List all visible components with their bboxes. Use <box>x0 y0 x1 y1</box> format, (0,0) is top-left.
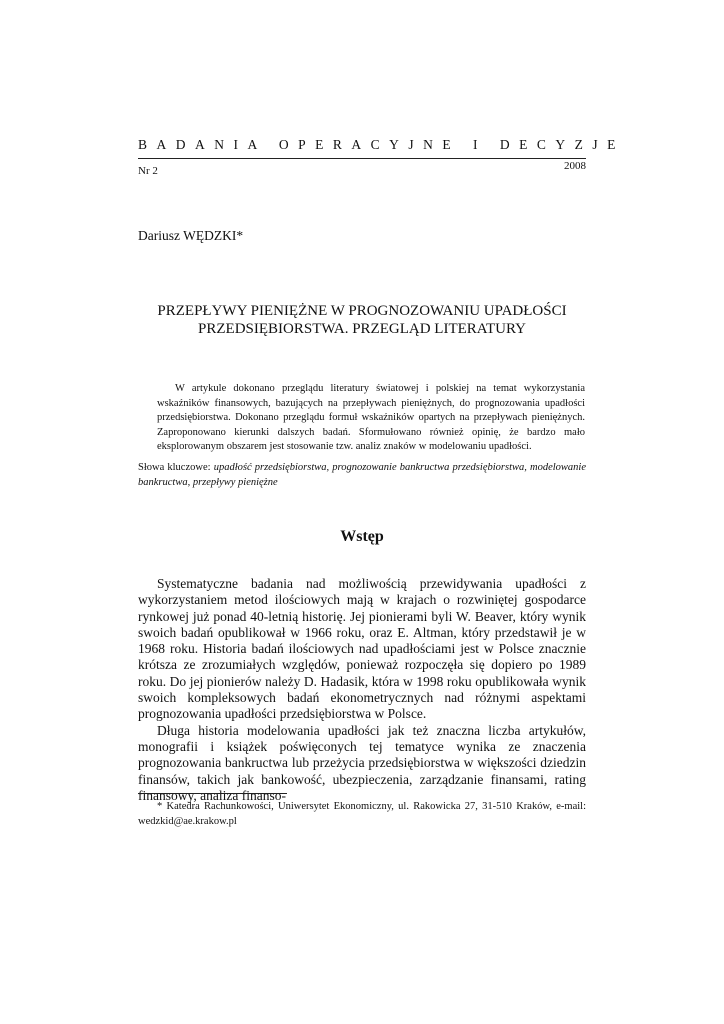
journal-title: BADANIA OPERACYJNE I DECYZJE <box>138 137 625 152</box>
article-title-line-1: PRZEPŁYWY PIENIĘŻNE W PROGNOZOWANIU UPADŁOŚCI <box>157 303 567 319</box>
abstract: W artykule dokonano przeglądu literatury światowej i polskiej na temat wykorzystania wskaźników finansowych, bazujących na przepływach pieniężnych, do prognozowania upadłości przedsiębiorstwa. Dokonano przeglądu formuł wskaźników opartych na przepływach pieniężnych. Zaproponowano kierunki dalszych badań. Sformułowano również opinię, że bardzo mało eksplorowanym obszarem jest stosowanie tzw. analiz znaków w modelowaniu upadłości. <box>157 383 585 452</box>
footnote-rule <box>138 793 287 794</box>
body-paragraph-2: Długa historia modelowania upadłości jak też znaczna liczba artykułów, monografii i książek poświęconych tej tematyce wynika ze znaczenia prognozowania bankructwa lub przeżycia przedsiębiorstwa w większości dziedzin finansów, takich jak bankowość, ubezpieczenia, zarządzanie finansami, rating finansowy, analiza finanso- <box>138 722 586 803</box>
body-paragraph-1: Systematyczne badania nad możliwością przewidywania upadłości z wykorzystaniem metod ilościowych mają w krajach o rozwiniętej gospodarce rynkowej już ponad 40-letnią historię. Jej pionierami byli W. Beaver, który wynik swoich badań opublikował w 1966 roku, oraz E. Altman, który przedstawił je w 1968 roku. Historia badań ilościowych nad upadłościami jest w Polsce znacznie krótsza ze zrozumiałych względów, ponieważ rozpoczęła się dopiero po 1989 roku. Do jej pionierów należy D. Hadasik, która w 1998 roku opublikowała wynik swoich kompleksowych badań ekonometrycznych nad różnymi aspektami prognozowania upadłości przedsiębiorstwa w Polsce. <box>138 576 586 722</box>
article-title-line-2: PRZEDSIĘBIORSTWA. PRZEGLĄD LITERATURY <box>198 321 526 337</box>
body-text <box>138 576 586 804</box>
keywords-terms: upadłość przedsiębiorstwa, prognozowanie bankructwa przedsiębiorstwa, modelowanie bankructwa, przepływy pieniężne <box>138 462 586 488</box>
keywords <box>138 461 586 490</box>
publication-year: 2008 <box>564 160 586 172</box>
article-title <box>138 302 586 338</box>
keywords-label: Słowa kluczowe: <box>138 462 214 473</box>
issue-number: Nr 2 <box>138 165 158 177</box>
section-heading: Wstęp <box>340 528 384 545</box>
header-rule <box>138 158 586 159</box>
author-name: Dariusz WĘDZKI* <box>138 228 244 243</box>
footnote: * Katedra Rachunkowości, Uniwersytet Ekonomiczny, ul. Rakowicka 27, 31-510 Kraków, e-mail: wedzkid@ae.krakow.pl <box>138 801 586 827</box>
